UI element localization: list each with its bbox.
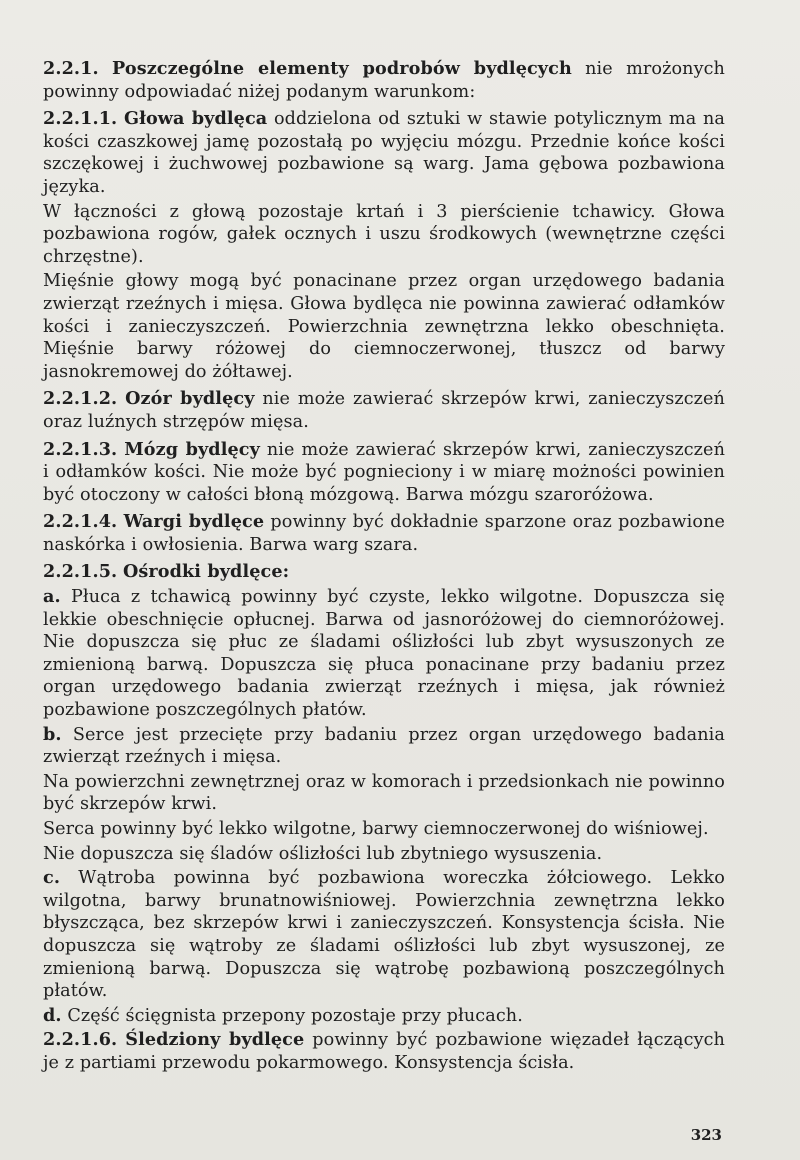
list-item-d [43,1005,725,1028]
paragraph-2-2-1-6 [43,1029,725,1074]
paragraph-text: Wątroba powinna być pozbawiona woreczka żółciowego. Lekko wilgotna, barwy brunatnowiśniowej. Powierzchnia zewnętrzna lekko błyszcząca, bez skrzepów krwi i zanieczyszczeń. Konsystencja ścisła. Nie dopuszcza się wątroby ze śladami oślizłości lub zbyt wysuszonej, ze zmienioną barwą. Dopuszcza się wątrobę pozbawioną poszczególnych płatów. [43,868,725,1002]
section-number: 2.2.1.1. [43,108,118,130]
paragraph-text: Serce jest przecięte przy badaniu przez organ urzędowego badania zwierząt rzeźnych i mięsa. [43,724,725,768]
paragraph-text-block [43,771,725,816]
list-letter: d. [43,1004,62,1026]
paragraph-text: Płuca z tchawicą powinny być czyste, lekko wilgotne. Dopuszcza się lekkie obeschnięcie opłucnej. Barwa od jasnoróżowej do ciemnoróżowej. Nie dopuszcza się płuc ze śladami oślizłości lub zbyt wysuszonych ze zmienioną barwą. Dopuszcza się płuca ponacinane przy badaniu przez organ urzędowego badania zwierząt rzeźnych i mięsa, jak również pozbawione poszczególnych płatów. [43,587,725,721]
paragraph-text-block [43,270,725,383]
list-letter: c. [43,867,61,889]
paragraph-2-2-1 [43,58,725,103]
section-heading: Ośrodki bydlęce: [122,561,290,583]
section-heading: Poszczególne elementy podrobów bydlęcych [112,58,572,79]
list-item-a [43,586,725,722]
paragraph-text: powinny być dokładnie sparzone oraz pozbawione naskórka i owłosienia. Barwa warg szara. [43,512,726,555]
document-body [43,58,725,1077]
paragraph-text: nie mrożonych powinny odpowiadać niżej podanym warunkom: [43,59,725,102]
paragraph-2-2-1-2 [43,388,725,433]
paragraph-text: Mięśnie głowy mogą być ponacinane przez organ urzędowego badania zwierząt rzeźnych i mięsa. Głowa bydlęca nie powinna zawierać odłamków kości i zanieczyszczeń. Powierzchnia zewnętrzna lekko obeschnięta. Mięśnie barwy różowej do ciemnoczerwonej, tłuszcz od barwy jasnokremowej do żółtawej. [43,271,725,382]
paragraph-text: Nie dopuszcza się śladów oślizłości lub zbytniego wysuszenia. [43,843,603,864]
paragraph-text: nie może zawierać skrzepów krwi, zanieczyszczeń oraz luźnych strzępów mięsa. [43,389,725,432]
list-letter: b. [43,723,62,745]
paragraph-text: powinny być pozbawione więzadeł łączących je z partiami przewodu pokarmowego. Konsystencja ścisła. [43,1030,725,1073]
section-number: 2.2.1. [43,58,99,79]
paragraph-text: Część ścięgnista przepony pozostaje przy płucach. [61,1005,523,1026]
paragraph-2-2-1-1 [43,108,725,198]
page-number: 323 [690,1126,722,1144]
section-heading: Wargi bydlęce [123,511,265,533]
section-number: 2.2.1.5. [43,561,118,583]
paragraph-2-2-1-5 [43,561,725,584]
list-item-c [43,867,725,1003]
section-heading: Śledziony bydlęce [125,1029,305,1051]
section-number: 2.2.1.6. [43,1029,118,1051]
paragraph-2-2-1-3 [43,439,725,507]
paragraph-text-block [43,201,725,269]
section-number: 2.2.1.2. [43,388,118,410]
section-number: 2.2.1.3. [43,438,118,460]
section-heading: Mózg bydlęcy [124,438,260,460]
section-number: 2.2.1.4. [43,511,118,533]
section-heading: Głowa bydlęca [123,108,268,130]
paragraph-text: Serca powinny być lekko wilgotne, barwy ciemnoczerwonej do wiśniowej. [43,819,709,839]
list-letter: a. [43,586,61,608]
paragraph-text: Na powierzchni zewnętrznej oraz w komorach i przedsionkach nie powinno być skrzepów krwi. [43,771,725,815]
paragraph-text: oddzielona od sztuki w stawie potylicznym ma na kości czaszkowej jamę pozostałą po wyjęciu mózgu. Przednie końce kości szczękowej i żuchwowej pozbawione są warg. Jama gębowa pozbawiona języka. [43,109,725,197]
paragraph-2-2-1-4 [43,511,725,556]
paragraph-text-block [43,843,725,866]
paragraph-text-block [43,818,725,841]
section-heading: Ozór bydlęcy [125,388,255,410]
paragraph-text: W łączności z głową pozostaje krtań i 3 pierścienie tchawicy. Głowa pozbawiona rogów, gałek ocznych i uszu środkowych (wewnętrzne części chrzęstne). [43,201,725,267]
paragraph-text: nie może zawierać skrzepów krwi, zanieczyszczeń i odłamków kości. Nie może być pognieciony i w miarę możności powinien być otoczony w całości błoną mózgową. Barwa mózgu szaroróżowa. [43,439,725,505]
list-item-b [43,724,725,769]
